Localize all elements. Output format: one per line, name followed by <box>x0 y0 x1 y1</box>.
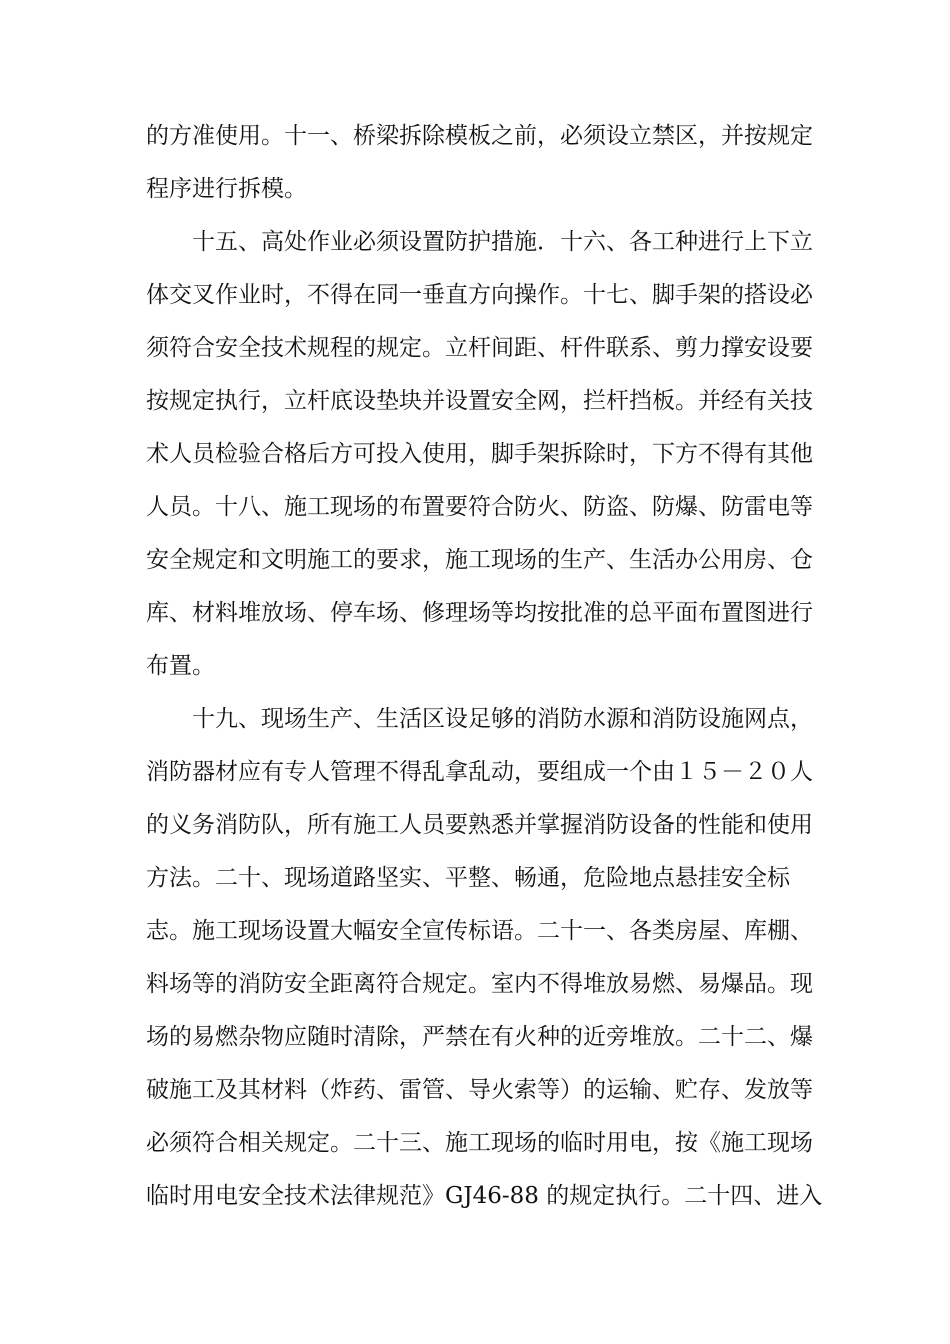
paragraph-line: 的义务消防队，所有施工人员要熟悉并掌握消防设备的性能和使用 <box>146 812 813 838</box>
paragraph-line: 的方准使用。十一、桥梁拆除模板之前，必须设立禁区，并按规定 <box>146 123 813 149</box>
paragraph-line: 临时用电安全技术法律规范》GJ46-88 的规定执行。二十四、进入 <box>146 1183 823 1209</box>
paragraph-line: 安全规定和文明施工的要求，施工现场的生产、生活办公用房、仓 <box>146 547 813 573</box>
paragraph-line: 体交叉作业时，不得在同一垂直方向操作。十七、脚手架的搭设必 <box>146 282 813 308</box>
paragraph-line: 布置。 <box>146 653 215 679</box>
paragraph-line: 须符合安全技术规程的规定。立杆间距、杆件联系、剪力撑安设要 <box>146 335 813 361</box>
paragraph-line: 十九、现场生产、生活区设足够的消防水源和消防设施网点， <box>192 706 813 732</box>
paragraph-line: 方法。二十、现场道路坚实、平整、畅通，危险地点悬挂安全标 <box>146 865 790 891</box>
paragraph-line: 必须符合相关规定。二十三、施工现场的临时用电，按《施工现场 <box>146 1130 813 1156</box>
paragraph-line: 志。施工现场设置大幅安全宣传标语。二十一、各类房屋、库棚、 <box>146 918 813 944</box>
paragraph-line: 人员。十八、施工现场的布置要符合防火、防盗、防爆、防雷电等 <box>146 494 813 520</box>
paragraph-line: 场的易燃杂物应随时清除，严禁在有火种的近旁堆放。二十二、爆 <box>146 1024 813 1050</box>
paragraph-line: 破施工及其材料（炸药、雷管、导火索等）的运输、贮存、发放等 <box>146 1077 813 1103</box>
paragraph-line: 术人员检验合格后方可投入使用，脚手架拆除时，下方不得有其他 <box>146 441 813 467</box>
paragraph-line: 料场等的消防安全距离符合规定。室内不得堆放易燃、易爆品。现 <box>146 971 813 997</box>
paragraph-line: 消防器材应有专人管理不得乱拿乱动，要组成一个由１５－２０人 <box>146 759 813 785</box>
paragraph-line: 十五、高处作业必须设置防护措施．十六、各工种进行上下立 <box>192 229 813 255</box>
paragraph-line: 库、材料堆放场、停车场、修理场等均按批准的总平面布置图进行 <box>146 600 813 626</box>
paragraph-line: 按规定执行，立杆底设垫块并设置安全网，拦杆挡板。并经有关技 <box>146 388 813 414</box>
paragraph-line: 程序进行拆模。 <box>146 176 307 202</box>
